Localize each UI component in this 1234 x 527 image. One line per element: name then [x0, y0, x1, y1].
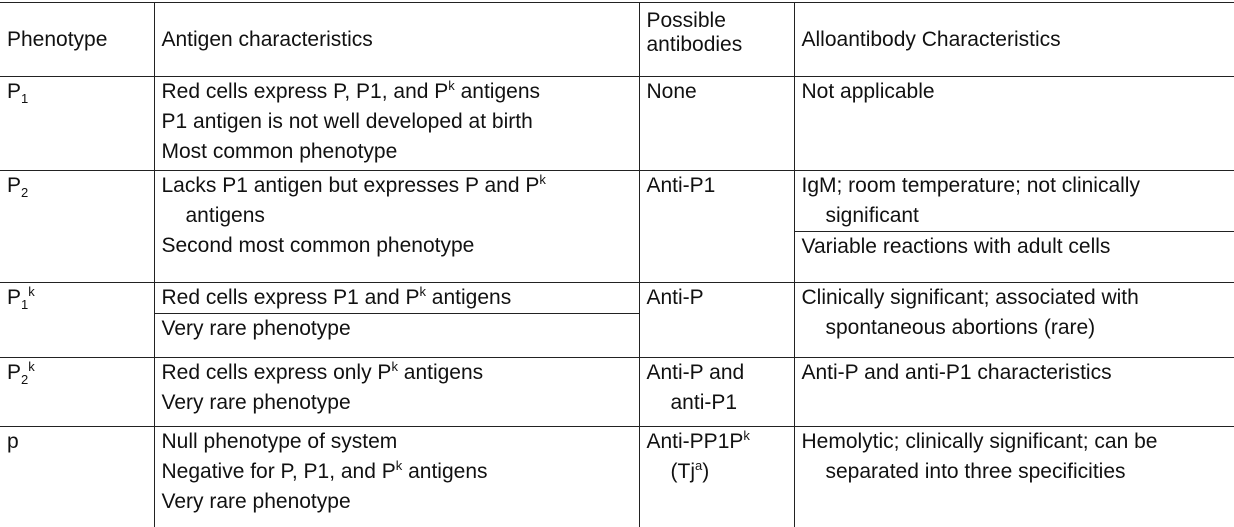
cell-text: k: [419, 284, 426, 299]
phenotype-sub: 2: [21, 185, 28, 200]
allo-cell: [794, 171, 1234, 283]
cell-text: k: [396, 458, 403, 473]
phenotype-base: P: [7, 174, 21, 197]
cell-text: antigens: [402, 460, 487, 483]
antigen-cell: [154, 77, 639, 171]
antigen-line: [162, 457, 639, 487]
antigen-line: [162, 137, 639, 167]
cell-text: P1 antigen is not well developed at birth: [162, 110, 533, 133]
cell-text: Red cells express only P: [162, 361, 392, 384]
antibodies-cell: [639, 77, 794, 171]
phenotype-base: P: [7, 286, 21, 309]
allo-line: [802, 427, 1234, 457]
cell-text: Very rare phenotype: [162, 317, 351, 340]
antibodies-cell: [639, 427, 794, 527]
antibodies-cell: [639, 283, 794, 358]
phenotype-sub: 1: [21, 297, 28, 312]
cell-text: anti-P1: [671, 391, 738, 414]
cell-text: significant: [826, 204, 919, 227]
table-row: [0, 171, 1234, 283]
cell-text: IgM; room temperature; not clinically: [802, 174, 1140, 197]
cell-text: Variable reactions with adult cells: [802, 235, 1111, 258]
phenotype-cell: [0, 171, 154, 283]
cell-text: Negative for P, P1, and P: [162, 460, 396, 483]
header-phenotype: [0, 3, 154, 77]
phenotype-cell: [0, 283, 154, 358]
header-row: [0, 3, 1234, 77]
allo-line: [802, 171, 1234, 201]
phenotype-sub: 2: [21, 372, 28, 387]
cell-text: (Tj: [671, 460, 696, 483]
antibodies-cell: [639, 171, 794, 283]
antigen-line: [155, 313, 639, 344]
antigen-line: [162, 358, 639, 388]
cell-text: Anti-P: [647, 286, 704, 309]
cell-text: None: [647, 80, 697, 103]
header-phenotype-label: Phenotype: [7, 28, 107, 51]
cell-text: k: [391, 359, 398, 374]
phenotype-cell: [0, 427, 154, 527]
cell-text: Most common phenotype: [162, 140, 398, 163]
phenotype-sup: k: [28, 284, 35, 299]
phenotype-cell: [0, 77, 154, 171]
cell-text: Red cells express P, P1, and P: [162, 80, 449, 103]
cell-text: Red cells express P1 and P: [162, 286, 420, 309]
cell-text: Not applicable: [802, 80, 935, 103]
antigen-cell: [154, 283, 639, 358]
allo-cell: [794, 358, 1234, 427]
header-antibodies: [639, 3, 794, 77]
allo-line: [802, 457, 1234, 487]
allo-line: [795, 231, 1234, 262]
phenotype-base: P: [7, 361, 21, 384]
cell-text: Second most common phenotype: [162, 234, 475, 257]
header-allo-label: Alloantibody Characteristics: [802, 28, 1061, 51]
antibodies-cell: [639, 358, 794, 427]
cell-text: Very rare phenotype: [162, 391, 351, 414]
antigen-line: [162, 107, 639, 137]
p-blood-group-table: [0, 2, 1234, 527]
cell-text: k: [539, 172, 546, 187]
header-antibodies-line1: Possible: [647, 9, 794, 33]
cell-text: Clinically significant; associated with: [802, 286, 1139, 309]
header-antigen: [154, 3, 639, 77]
cell-text: ): [702, 460, 709, 483]
allo-line: [802, 313, 1234, 343]
allo-line: [802, 201, 1234, 231]
antigen-line: [162, 427, 639, 457]
phenotype-base: p: [7, 430, 19, 453]
cell-text: Anti-PP1P: [647, 430, 744, 453]
antigen-line: [162, 388, 639, 418]
cell-text: antigens: [186, 204, 265, 227]
cell-text: antigens: [426, 286, 511, 309]
table-row: [0, 77, 1234, 171]
phenotype-cell: [0, 358, 154, 427]
antibodies-line: [647, 427, 794, 457]
allo-cell: [794, 427, 1234, 527]
table-row: [0, 358, 1234, 427]
antibodies-line: [647, 358, 794, 388]
antigen-line: [162, 231, 639, 261]
header-antibodies-line2: antibodies: [647, 33, 794, 57]
phenotype-base: P: [7, 80, 21, 103]
phenotype-sub: 1: [21, 91, 28, 106]
table-row: [0, 427, 1234, 527]
allo-line: [802, 283, 1234, 313]
cell-text: spontaneous abortions (rare): [826, 316, 1096, 339]
antigen-line: [162, 77, 639, 107]
allo-cell: [794, 283, 1234, 358]
cell-text: Anti-P and anti-P1 characteristics: [802, 361, 1112, 384]
cell-text: Lacks P1 antigen but expresses P and P: [162, 174, 540, 197]
cell-text: Very rare phenotype: [162, 490, 351, 513]
antigen-line: [162, 201, 639, 231]
cell-text: Anti-P and: [647, 361, 745, 384]
cell-text: antigens: [455, 80, 540, 103]
cell-text: separated into three specificities: [826, 460, 1126, 483]
cell-text: Null phenotype of system: [162, 430, 398, 453]
antigen-line: [162, 487, 639, 517]
table-row: [0, 283, 1234, 358]
cell-text: k: [743, 428, 750, 443]
antigen-line: [162, 171, 639, 201]
antibodies-line: [647, 457, 794, 487]
cell-text: k: [448, 78, 455, 93]
antigen-cell: [154, 358, 639, 427]
cell-text: Anti-P1: [647, 174, 716, 197]
cell-text: a: [695, 458, 702, 473]
antigen-cell: [154, 171, 639, 283]
antigen-line: [162, 283, 639, 313]
cell-text: Hemolytic; clinically significant; can be: [802, 430, 1158, 453]
allo-cell: [794, 77, 1234, 171]
header-allo: [794, 3, 1234, 77]
cell-text: antigens: [398, 361, 483, 384]
header-antigen-label: Antigen characteristics: [162, 28, 373, 51]
antigen-cell: [154, 427, 639, 527]
antibodies-line: [647, 388, 794, 418]
phenotype-sup: k: [28, 359, 35, 374]
